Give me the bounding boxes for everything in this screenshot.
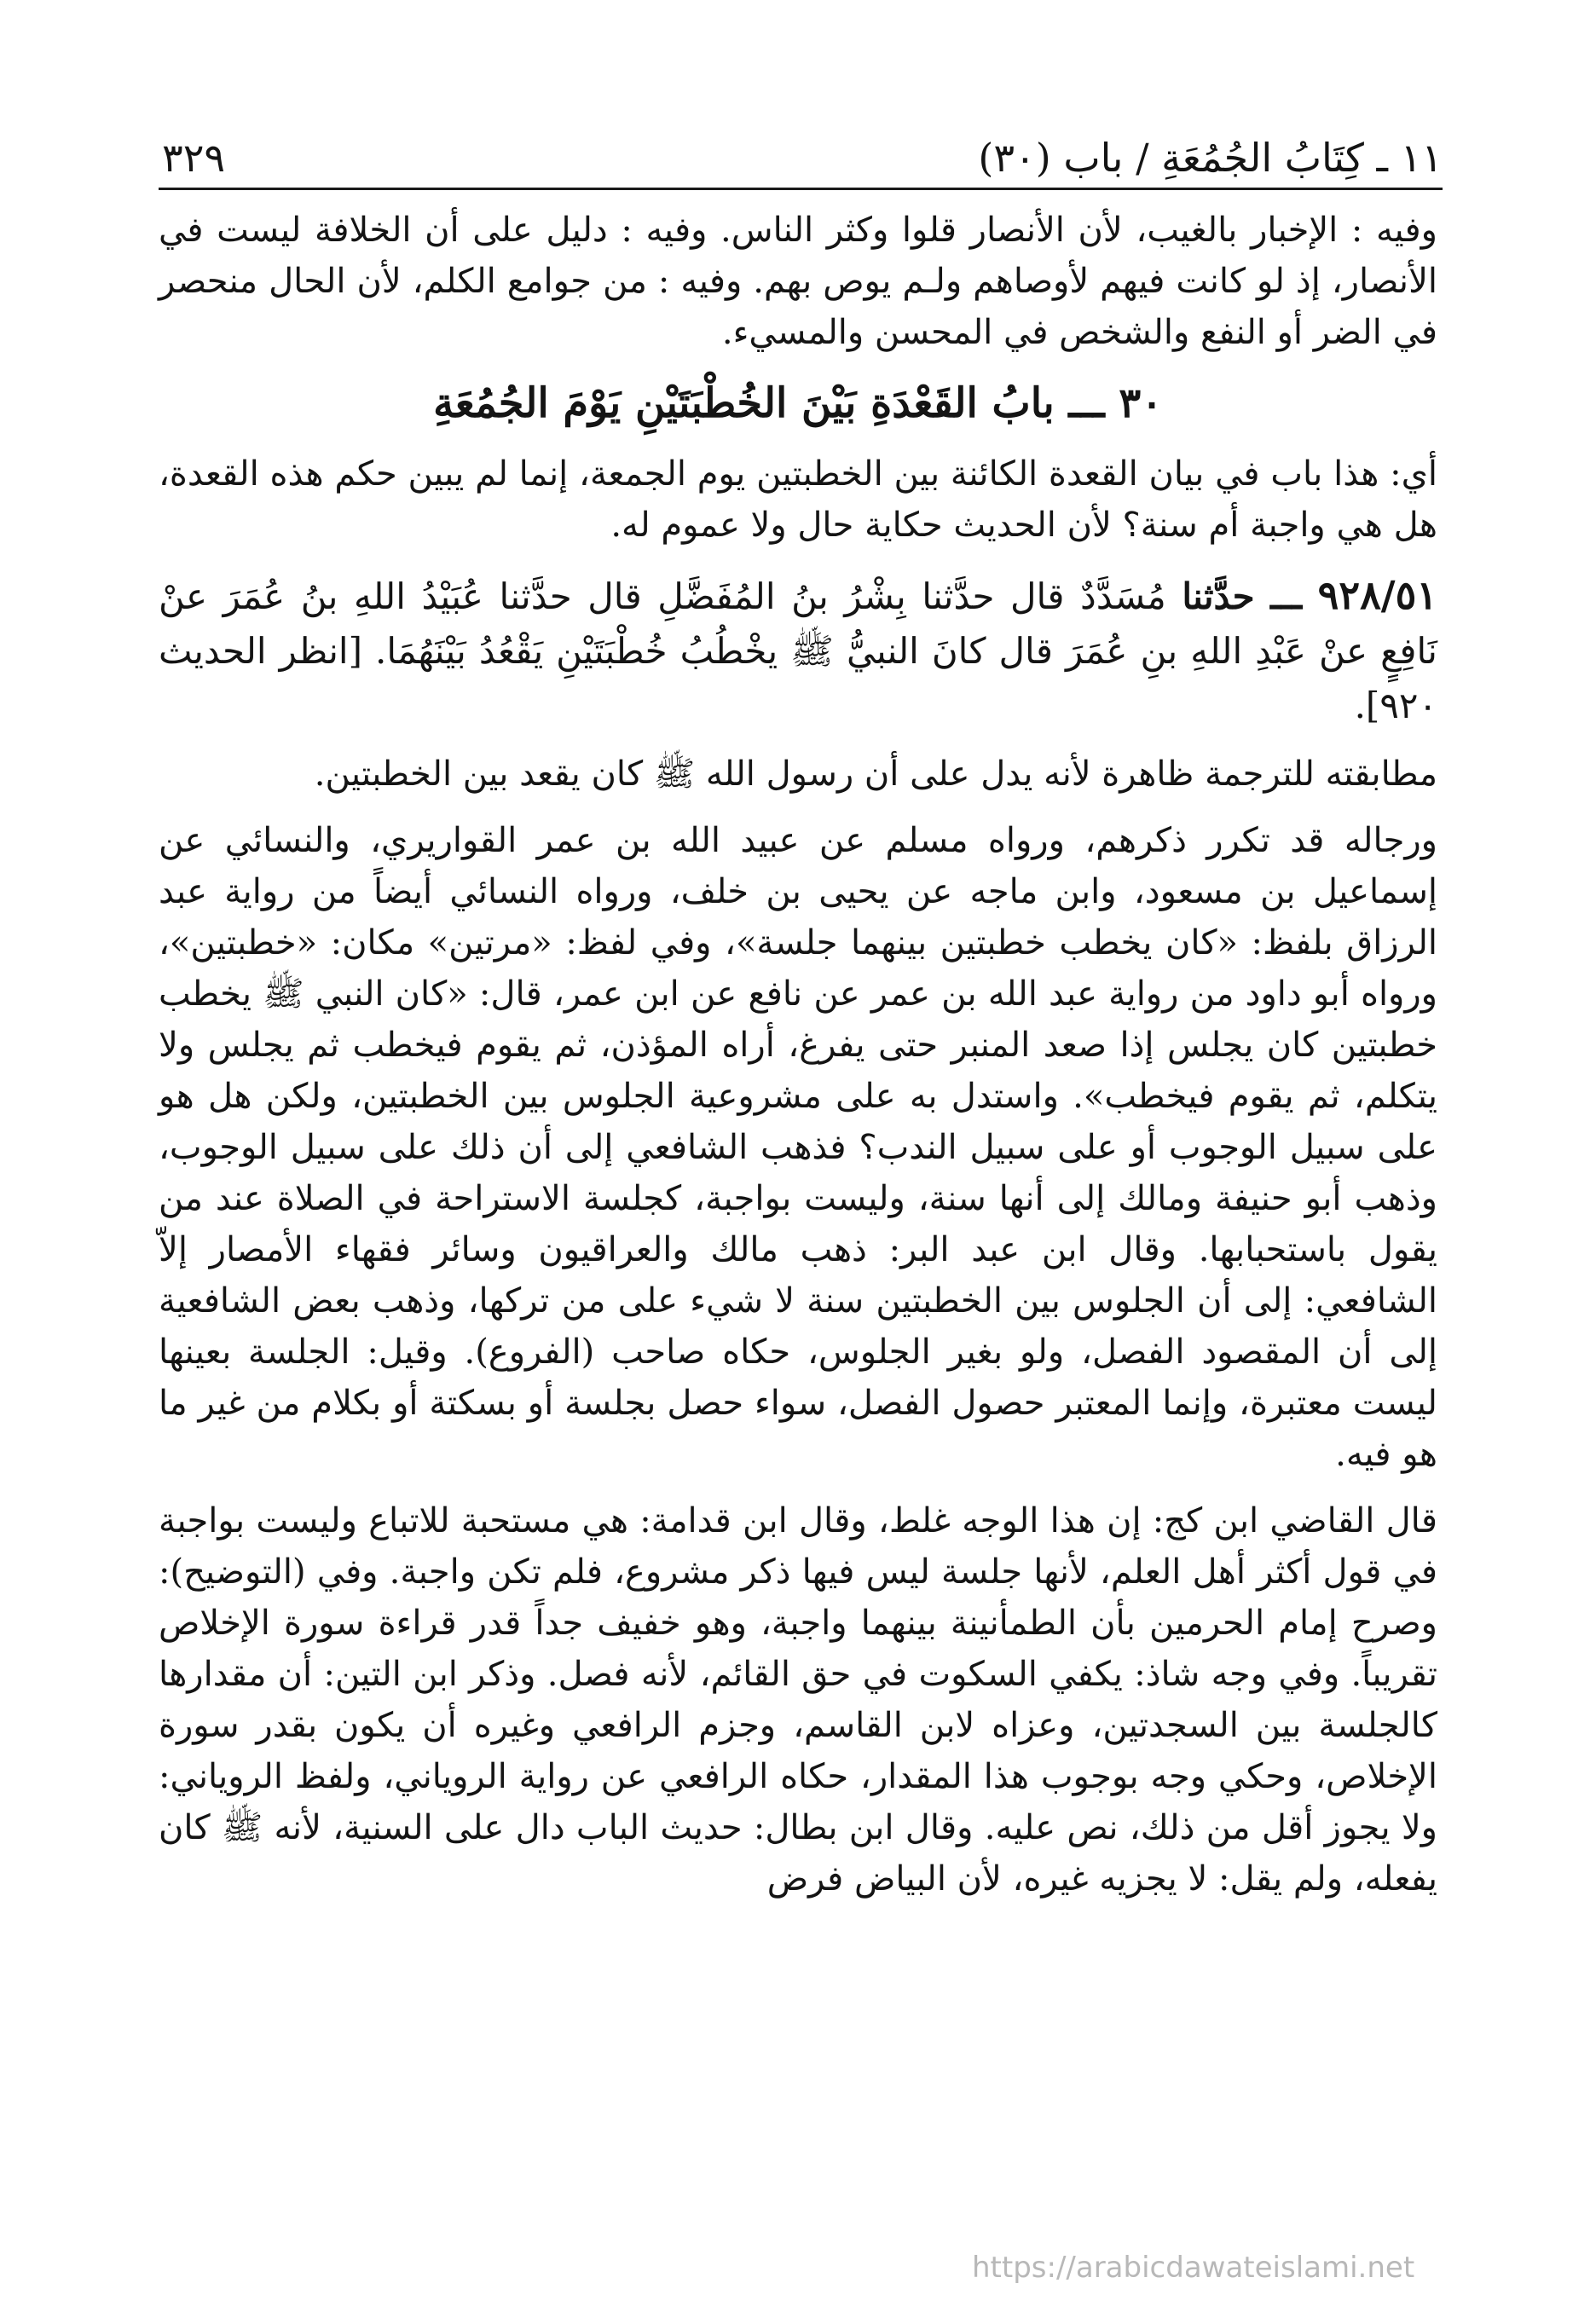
hadith-text-block [159, 568, 1437, 733]
paragraph-chapter-explanation: أي: هذا باب في بيان القعدة الكائنة بين الخطبتين يوم الجمعة، إنما لم يبين حكم هذه القعدة، هل هي واجبة أم سنة؟ لأن الحديث حكاية حال ولا عموم له. [159, 454, 1437, 545]
chapter-heading: ٣٠ ـــ بابُ القَعْدَةِ بَيْنَ الخُطْبَتَيْنِ يَوْمَ الجُمُعَةِ [433, 379, 1163, 427]
page-number: ٣٢٩ [162, 135, 226, 181]
running-title: ١١ ـ كِتَابُ الجُمُعَةِ / باب (٣٠) [978, 135, 1443, 181]
hadith-text: مُسَدَّدٌ قال حدَّثنا بِشْرُ بنُ المُفَضَّلِ قال حدَّثنا عُبَيْدُ اللهِ بنُ عُمَرَ عنْ نَافِعٍ عنْ عَبْدِ اللهِ بنِ عُمَرَ قال كانَ النبيُّ ﷺ يخْطُبُ خُطْبَتَيْنِ يَقْعُدُ بَيْنَهُمَا. [انظر الحديث ٩٢٠]. [159, 575, 1437, 726]
hadith-number: ٩٢٨/٥١ [1317, 572, 1438, 618]
hadith-keyword: حدَّثنا [1182, 575, 1255, 617]
paragraph-narrators: ورجاله قد تكرر ذكرهم، ورواه مسلم عن عبيد الله بن عمر القواريري، والنسائي عن إسماعيل بن مسعود، وابن ماجه عن يحيى بن خلف، ورواه النسائي أيضاً من رواية عبد الرزاق بلفظ: «كان يخطب خطبتين بينهما جلسة»، وفي لفظ: «مرتين» مكان: «خطبتين»، ورواه أبو داود من رواية عبد الله بن عمر عن نافع عن ابن عمر، قال: «كان النبي ﷺ يخطب خطبتين كان يجلس إذا صعد المنبر حتى يفرغ، أراه المؤذن، ثم يقوم فيخطب ثم يجلس ولا يتكلم، ثم يقوم فيخطب». واستدل به على مشروعية الجلوس بين الخطبتين، ولكن هل هو على سبيل الوجوب أو على سبيل الندب؟ فذهب الشافعي إلى أن ذلك على سبيل الوجوب، وذهب أبو حنيفة ومالك إلى أنها سنة، وليست بواجبة، كجلسة الاستراحة في الصلاة عند من يقول باستحبابها. وقال ابن عبد البر: ذهب مالك والعراقيون وسائر فقهاء الأمصار إلاّ الشافعي: إلى أن الجلوس بين الخطبتين سنة لا شيء على من تركها، وذهب بعض الشافعية إلى أن المقصود الفصل، ولو بغير الجلوس، حكاه صاحب (الفروع). وقيل: الجلسة بعينها ليست معتبرة، وإنما المعتبر حصول الفصل، سواء حصل بجلسة أو بسكتة أو بكلام من غير ما هو فيه. [159, 821, 1438, 1474]
paragraph-intro: وفيه : الإخبار بالغيب، لأن الأنصار قلوا وكثر الناس. وفيه : دليل على أن الخلافة ليست في الأنصار، إذ لو كانت فيهم لأوصاهم ولـم يوص بهم. وفيه : من جوامع الكلم، لأن الحال منحصر في الضر أو النفع والشخص في المحسن والمسيء. [159, 211, 1437, 352]
watermark-url: https://arabicdawateislami.net [972, 2251, 1415, 2285]
page-header [162, 113, 1443, 181]
hadith-separator: ـــ [1270, 575, 1303, 617]
header-rule [159, 188, 1443, 190]
page-body [159, 205, 1437, 1920]
paragraph-rulings: قال القاضي ابن كج: إن هذا الوجه غلط، وقال ابن قدامة: هي مستحبة للاتباع وليست بواجبة في قول أكثر أهل العلم، لأنها جلسة ليس فيها ذكر مشروع، فلم تكن واجبة. وفي (التوضيح): وصرح إمام الحرمين بأن الطمأنينة بينهما واجبة، وهو خفيف جداً قدر قراءة سورة الإخلاص تقريباً. وفي وجه شاذ: يكفي السكوت في حق القائم، لأنه فصل. وذكر ابن التين: أن مقدارها كالجلسة بين السجدتين، وعزاه لابن القاسم، وجزم الرافعي وغيره أن يكون بقدر سورة الإخلاص، وحكي وجه بوجوب هذا المقدار، حكاه الرافعي عن رواية الروياني، ولفظ الروياني: ولا يجوز أقل من ذلك، نص عليه. وقال ابن بطال: حديث الباب دال على السنية، لأنه ﷺ كان يفعله، ولم يقل: لا يجزيه غيره، لأن البياض فرض [159, 1501, 1438, 1899]
paragraph-correspondence: مطابقته للترجمة ظاهرة لأنه يدل على أن رسول الله ﷺ كان يقعد بين الخطبتين. [314, 754, 1437, 794]
